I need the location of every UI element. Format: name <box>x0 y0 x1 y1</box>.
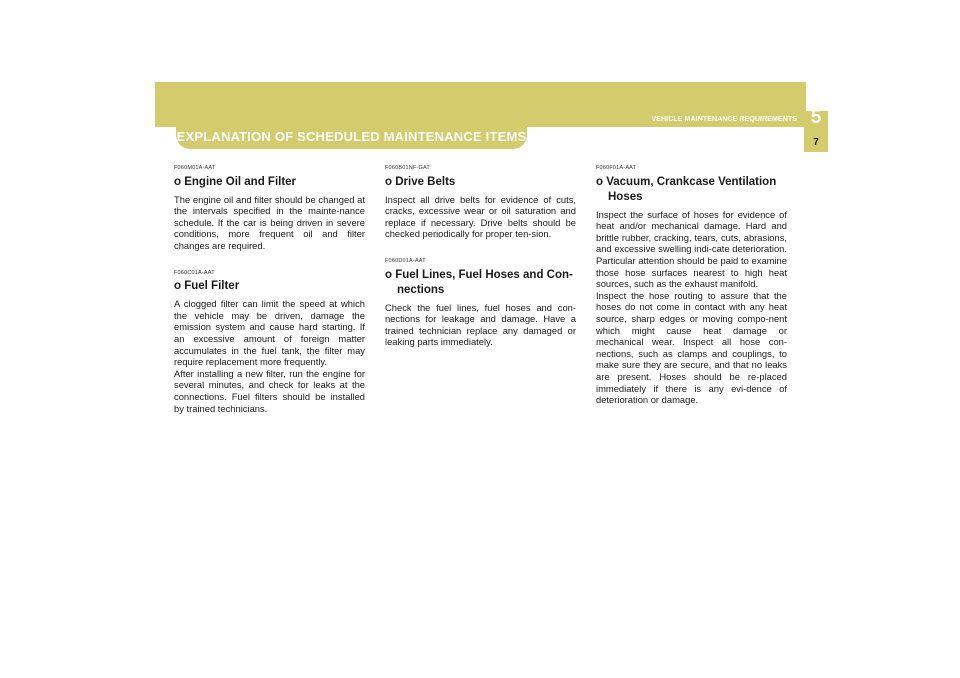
section-code: F060C01A-AAT <box>174 269 215 276</box>
paragraph: Check the fuel lines, fuel hoses and con-nections for leakage and damage. Have a trained technician replace any damaged or leaking parts immediately. <box>385 301 576 348</box>
section-code: F060M01A-AAT <box>174 165 216 171</box>
section-code: F060B01NF-GAT <box>385 165 430 171</box>
drive-belts-section <box>385 165 576 240</box>
section-heading: o Engine Oil and Filter <box>174 175 297 188</box>
section-code: F060D01A-AAT <box>385 257 426 264</box>
paragraph: After installing a new filter, run the engine for several minutes, and check for leaks at the connections. Fuel filters should be installed by trained technicians. <box>174 367 365 414</box>
vacuum-hoses-section <box>596 165 787 406</box>
section-heading: o Fuel Lines, Fuel Hoses and Con-nections <box>385 268 573 296</box>
fuel-lines-section <box>385 258 576 348</box>
paragraph: Inspect all drive belts for evidence of cuts, cracks, excessive wear or oil saturation and replace if necessary. Drive belts should be checked periodically for proper ten-sion. <box>385 193 576 240</box>
column-left <box>174 165 365 432</box>
section-heading: o Fuel Filter <box>174 280 240 293</box>
engine-oil-section <box>174 165 365 252</box>
chapter-title: VEHICLE MAINTENANCE REQUIREMENTS <box>651 116 797 123</box>
column-middle <box>385 165 576 366</box>
paragraph: A clogged filter can limit the speed at which the vehicle may be driven, damage the emission system and cause hard starting. If an excessive amount of foreign matter accumulates in the fuel tank, the filter may require replacement more frequently. <box>174 298 365 368</box>
section-heading: o Drive Belts <box>385 175 456 188</box>
fuel-filter-section <box>174 270 365 415</box>
chapter-number: 5 <box>810 107 822 128</box>
section-title: EXPLANATION OF SCHEDULED MAINTENANCE ITEMS <box>176 129 527 144</box>
paragraph: Inspect the hose routing to assure that the hoses do not come in contact with any heat source, sharp edges or moving compo-nent which might cause heat damage or mechanical wear. Inspect all hose con-nections, such as clamps and couplings, to make sure they are secure, and that no leaks are present. Hoses should be re-placed immediately if there is any evi-dence of deterioration or damage. <box>596 289 787 406</box>
paragraph: Inspect the surface of hoses for evidence of heat and/or mechanical damage. Hard and brittle rubber, cracking, tears, cuts, abrasions, and excessive swelling indi-cate deterioration. Particular attention should be paid to examine those hose surfaces nearest to high heat sources, such as the exhaust manifold. <box>596 208 787 290</box>
section-code: F060F01A-AAT <box>596 165 637 171</box>
paragraph: The engine oil and filter should be changed at the intervals specified in the mainte-nance schedule. If the car is being driven in severe conditions, more frequent oil and filter changes are required. <box>174 193 365 251</box>
section-heading: o Vacuum, Crankcase Ventilation Hoses <box>596 175 777 203</box>
column-right <box>596 165 787 424</box>
page-number: 7 <box>813 137 819 148</box>
